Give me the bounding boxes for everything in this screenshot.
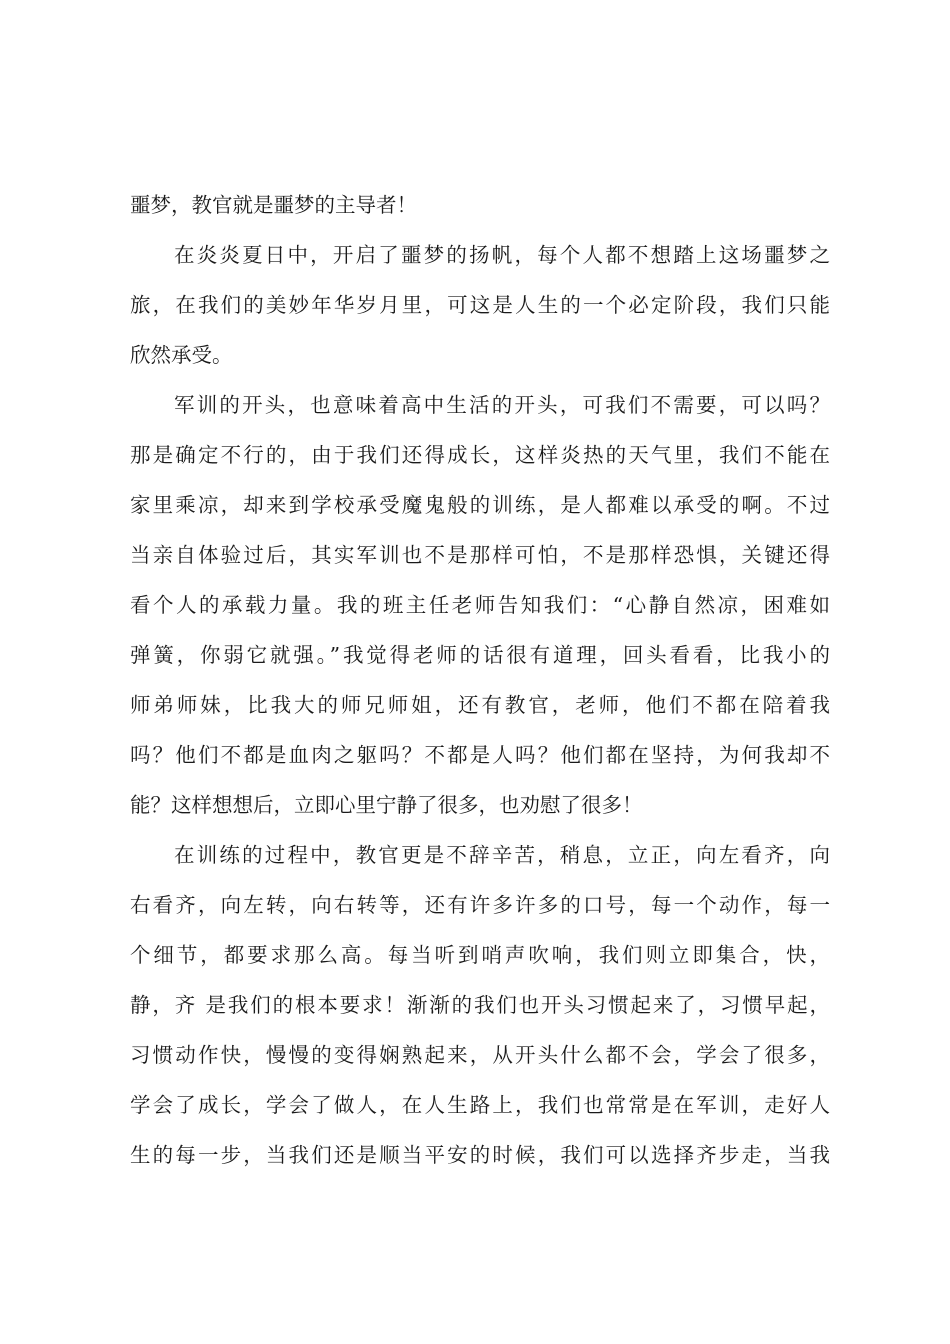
text-line: 个细节，都要求那么高。每当听到哨声吹响，我们则立即集合，快， xyxy=(130,943,830,967)
text-line: 学会了成长，学会了做人，在人生路上，我们也常常是在军训，走好人 xyxy=(130,1093,830,1117)
text-line: 吗？他们不都是血肉之躯吗？不都是人吗？他们都在坚持，为何我却不 xyxy=(130,743,830,767)
text-line: 当亲自体验过后，其实军训也不是那样可怕，不是那样恐惧，关键还得 xyxy=(130,543,830,567)
text-line: 在炎炎夏日中，开启了噩梦的扬帆，每个人都不想踏上这场噩梦之 xyxy=(174,243,830,267)
text-line: 那是确定不行的，由于我们还得成长，这样炎热的天气里，我们不能在 xyxy=(130,443,830,467)
text-line: 生的每一步，当我们还是顺当平安的时候，我们可以选择齐步走，当我 xyxy=(130,1143,830,1167)
text-line: 看个人的承载力量。我的班主任老师告知我们：“心静自然凉，困难如 xyxy=(130,593,830,617)
text-line: 弹簧，你弱它就强。”我觉得老师的话很有道理，回头看看，比我小的 xyxy=(130,643,830,667)
text-line: 能？这样想想后，立即心里宁静了很多，也劝慰了很多！ xyxy=(130,793,643,817)
text-line: 习惯动作快，慢慢的变得娴熟起来，从开头什么都不会，学会了很多， xyxy=(130,1043,830,1067)
text-line: 在训练的过程中，教官更是不辞辛苦，稍息，立正，向左看齐，向 xyxy=(174,843,830,867)
text-line: 家里乘凉，却来到学校承受魔鬼般的训练，是人都难以承受的啊。不过 xyxy=(130,493,830,517)
text-line: 欣然承受。 xyxy=(130,343,233,367)
text-line: 军训的开头，也意味着高中生活的开头，可我们不需要，可以吗？ xyxy=(174,393,830,417)
text-line: 噩梦，教官就是噩梦的主导者！ xyxy=(130,193,417,217)
text-line: 旅，在我们的美妙年华岁月里，可这是人生的一个必定阶段，我们只能 xyxy=(130,293,830,317)
text-line: 右看齐，向左转，向右转等，还有许多许多的口号，每一个动作，每一 xyxy=(130,893,830,917)
text-line: 师弟师妹，比我大的师兄师姐，还有教官，老师，他们不都在陪着我 xyxy=(130,693,830,717)
text-line: 静，齐 是我们的根本要求！渐渐的我们也开头习惯起来了，习惯早起， xyxy=(130,993,830,1017)
